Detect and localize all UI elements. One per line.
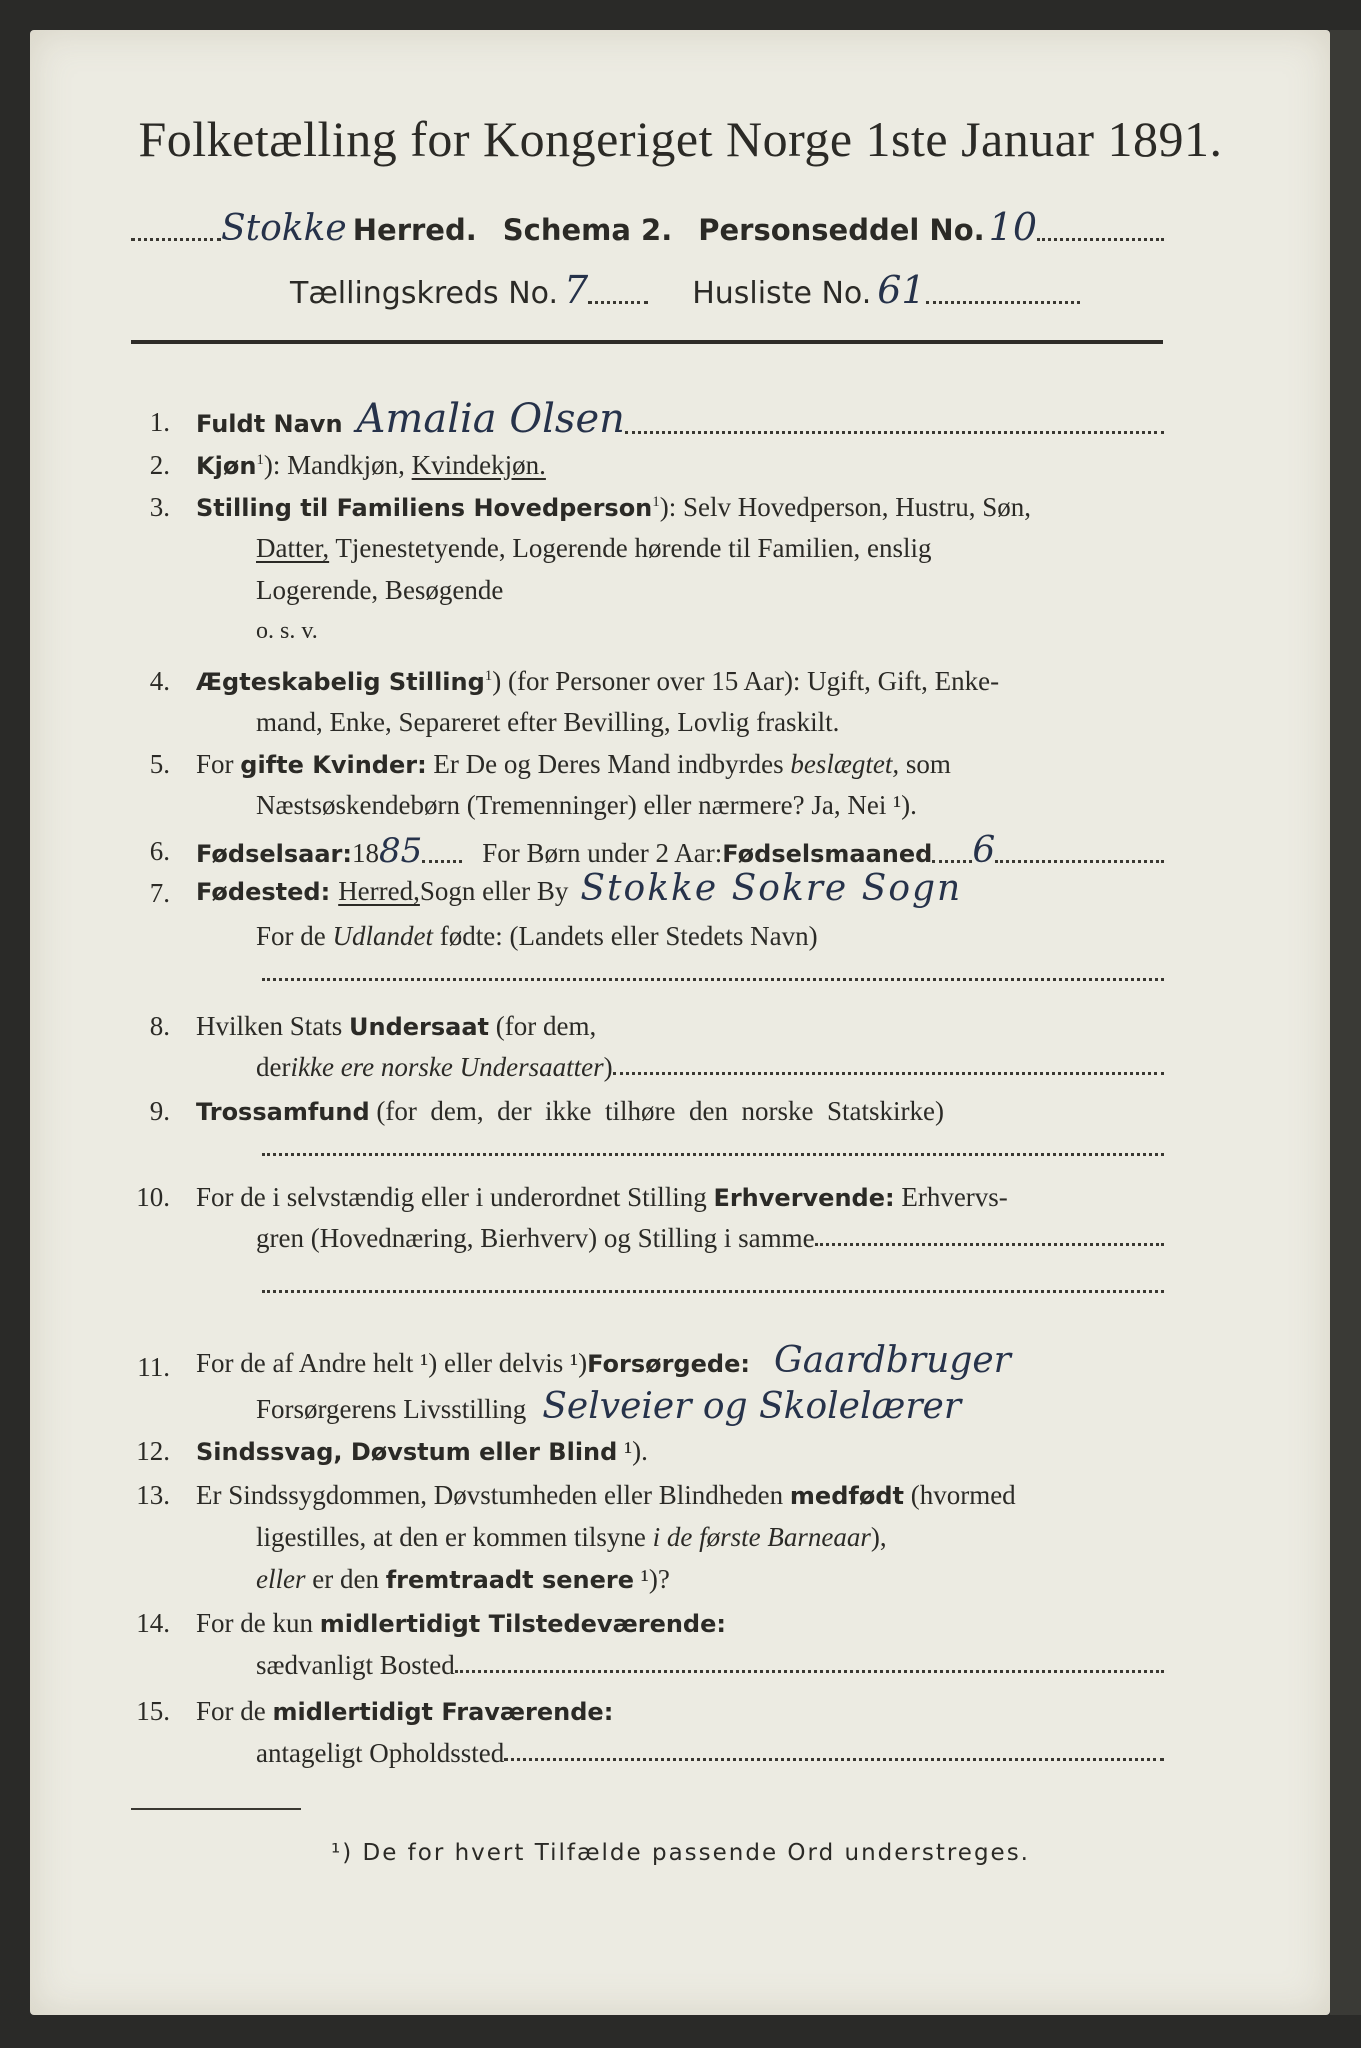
q10-line-2 <box>256 1223 1164 1254</box>
q2-label: Kjøn <box>196 452 257 480</box>
personseddel-value: 10 <box>988 205 1037 249</box>
q1-number: 1. <box>149 407 170 437</box>
q7-italic: Udlandet <box>332 921 433 951</box>
q7-line-2 <box>256 921 818 952</box>
q7-text-2a: For de <box>256 921 333 951</box>
q5-text-1a: For <box>196 749 241 779</box>
dotted-fill <box>588 301 648 304</box>
q13-line-2 <box>256 1522 887 1553</box>
husliste-label: Husliste No. <box>692 276 872 311</box>
q5-text-1c: som <box>899 749 951 779</box>
q7-row <box>196 868 1236 909</box>
q3-text-1: ): Selv Hovedperson, Hustru, Søn, <box>659 492 1032 522</box>
q11-text-1a: For de af Andre helt ¹) eller delvis ¹) <box>196 1348 588 1378</box>
q5-label: gifte Kvinder: <box>240 751 427 779</box>
q14-line-2 <box>256 1650 1164 1681</box>
schema-label: Schema 2. <box>502 213 673 247</box>
q13-number: 13. <box>136 1480 170 1510</box>
q6-value: 85 <box>379 831 423 871</box>
q8-line-2 <box>256 1052 1164 1083</box>
q8-italic: ikke ere norske Undersaatter <box>290 1052 604 1082</box>
q15-text-2: antageligt Opholdssted <box>256 1738 505 1768</box>
footnote: ¹) De for hvert Tilfælde passende Ord understreges. <box>330 1840 1030 1866</box>
q2-number: 2. <box>149 450 170 480</box>
q14-text-1a: For de kun <box>196 1608 320 1638</box>
q11-line-1 <box>196 1340 1236 1381</box>
q1-label: Fuldt Navn <box>196 410 343 438</box>
q6-prefix: 18 <box>352 838 379 868</box>
q12-number: 12. <box>136 1436 170 1466</box>
q6-value-2: 6 <box>972 830 996 871</box>
dotted-fill <box>455 1670 1164 1673</box>
q2-options: ): Mandkjøn, <box>263 450 412 480</box>
q6-label: Fødselsaar: <box>196 840 352 868</box>
q10-line-1 <box>196 1182 1008 1213</box>
q11-number: 11. <box>137 1352 170 1382</box>
kreds-label: Tællingskreds No. <box>290 276 558 311</box>
q6-row <box>196 830 1164 871</box>
q14-number: 14. <box>136 1608 170 1638</box>
header-line-1 <box>131 205 1164 249</box>
q3-line-4: o. s. v. <box>256 618 318 644</box>
q9-text: (for dem, der ikke tilhøre den norske Statskirke) <box>369 1096 944 1126</box>
husliste-value: 61 <box>877 268 926 312</box>
dotted-fill <box>131 238 221 241</box>
form-title: Folketælling for Kongeriget Norge 1ste Januar 1891. <box>138 111 1223 167</box>
q8-line-1 <box>196 1011 596 1042</box>
herred-label: Herred. <box>352 213 477 247</box>
q13-text-3b: ¹)? <box>634 1564 670 1594</box>
q6-text: For Børn under 2 Aar: <box>482 838 723 868</box>
q3-text-2: Tjenestetyende, Logerende hørende til Familien, enslig <box>329 533 932 563</box>
q8-text-1a: Hvilken Stats <box>196 1011 349 1041</box>
q7-value: Stokke Sokre Sogn <box>580 868 963 909</box>
q7-selected: Herred, <box>338 876 420 906</box>
q2-selected: Kvindekjøn. <box>411 450 546 480</box>
q11-value-2: Selveier og Skolelærer <box>542 1386 962 1427</box>
q12-label: Sindssvag, Døvstum eller Blind <box>196 1438 618 1466</box>
q1-value: Amalia Olsen <box>356 396 625 442</box>
q9-line-1 <box>196 1096 944 1127</box>
q4-label: Ægteskabelig Stilling <box>196 668 485 696</box>
q12-text: ¹). <box>617 1436 648 1466</box>
q7-label: Fødested: <box>196 878 331 906</box>
q11-value-1: Gaardbruger <box>773 1340 1011 1381</box>
kreds-value: 7 <box>564 268 589 312</box>
dotted-fill <box>815 1243 1164 1246</box>
q3-selected: Datter, <box>256 533 330 563</box>
q13-label-3: fremtraadt senere <box>385 1566 635 1594</box>
q7-text: Sogn eller By <box>419 876 569 906</box>
q15-line-1 <box>196 1696 613 1727</box>
q10-answer-line <box>262 1290 1164 1293</box>
q6-label-2: Fødselsmaaned <box>722 840 933 868</box>
dotted-fill <box>613 1072 1164 1075</box>
q12-line-1 <box>196 1436 648 1467</box>
q11-line-2 <box>256 1386 1236 1427</box>
dotted-fill <box>932 860 972 863</box>
q7-text-2b: fødte: (Landets eller Stedets Navn) <box>433 921 818 951</box>
q14-text-2: sædvanligt Bosted <box>256 1650 455 1680</box>
q3-line-1: Stilling til Familiens Hovedperson$^1$): Selv Hovedperson, Hustru, Søn, <box>196 492 1032 522</box>
q10-label: Erhvervende: <box>713 1184 895 1212</box>
q9-number: 9. <box>149 1096 170 1126</box>
q5-line-2: Næstsøskendebørn (Tremenninger) eller nærmere? Ja, Nei ¹). <box>256 790 917 820</box>
dotted-fill <box>1037 238 1164 241</box>
dotted-fill <box>422 860 462 863</box>
q3-number: 3. <box>149 492 170 522</box>
q8-text-2b: ) <box>603 1052 613 1082</box>
dotted-fill <box>926 301 1080 304</box>
footnote-rule <box>131 1808 301 1810</box>
q3-line-2 <box>256 533 931 564</box>
q13-text-2b: ), <box>870 1522 887 1552</box>
q5-number: 5. <box>149 749 170 779</box>
q14-label: midlertidigt Tilstedeværende: <box>319 1610 726 1638</box>
q8-number: 8. <box>149 1011 170 1041</box>
q15-line-2 <box>256 1738 1164 1769</box>
q15-label: midlertidigt Fraværende: <box>272 1698 614 1726</box>
q6-number: 6. <box>149 836 170 866</box>
q1-row <box>196 396 1164 442</box>
q10-text-2: gren (Hovednæring, Bierhverv) og Stilling i samme <box>256 1223 815 1253</box>
q8-label: Undersaat <box>349 1013 490 1041</box>
q11-label: Forsørgede: <box>587 1350 750 1378</box>
header-rule <box>131 340 1163 344</box>
dotted-fill <box>504 1758 1164 1761</box>
q10-text-1b: Erhvervs- <box>894 1182 1008 1212</box>
q2-text <box>196 450 546 481</box>
q13-italic-3: eller <box>256 1564 306 1594</box>
q13-italic-2: i de første Barneaar <box>652 1522 871 1552</box>
header-line-2 <box>290 268 1080 312</box>
q4-line-1: Ægteskabelig Stilling$^1$) (for Personer over 15 Aar): Ugift, Gift, Enke- <box>196 666 1000 696</box>
q11-text-2: Forsørgerens Livsstilling <box>256 1394 527 1424</box>
q8-text-2a: der <box>256 1052 291 1082</box>
q15-number: 15. <box>136 1696 170 1726</box>
q8-text-1b: (for dem, <box>489 1011 597 1041</box>
page-edge <box>1330 30 1361 2015</box>
q13-text-1b: (hvormed <box>903 1480 1016 1510</box>
q10-text-1a: For de i selvstændig eller i underordnet Stilling <box>196 1182 714 1212</box>
q7-answer-line <box>262 978 1164 981</box>
q4-number: 4. <box>149 666 170 696</box>
q7-number: 7. <box>149 878 170 908</box>
q9-label: Trossamfund <box>196 1098 370 1126</box>
q4-line-2: mand, Enke, Separeret efter Bevilling, Lovlig fraskilt. <box>256 707 840 737</box>
q3-line-3: Logerende, Besøgende <box>256 575 504 605</box>
q13-label: medfødt <box>789 1482 904 1510</box>
q2-sup: 1 <box>256 452 264 468</box>
personseddel-label: Personseddel No. <box>698 213 985 247</box>
q9-answer-line <box>262 1153 1164 1156</box>
q5-text-1b: Er De og Deres Mand indbyrdes <box>426 749 791 779</box>
q3-label: Stilling til Familiens Hovedperson <box>196 494 653 522</box>
q5-line-1 <box>196 749 951 780</box>
q13-text-2a: ligestilles, at den er kommen tilsyne <box>256 1522 653 1552</box>
q10-number: 10. <box>136 1182 170 1212</box>
q5-italic: beslægtet, <box>790 749 900 779</box>
q4-text-1: ) (for Personer over 15 Aar): Ugift, Gift, Enke- <box>492 666 1000 696</box>
dotted-fill <box>995 860 1164 863</box>
q14-line-1 <box>196 1608 726 1639</box>
dotted-fill <box>625 431 1164 434</box>
q13-text-3a: er den <box>305 1564 386 1594</box>
q13-text-1a: Er Sindssygdommen, Døvstumheden eller Blindheden <box>196 1480 790 1510</box>
q15-text-1a: For de <box>196 1696 273 1726</box>
q13-line-3 <box>256 1564 670 1595</box>
q13-line-1 <box>196 1480 1016 1511</box>
herred-value: Stokke <box>221 208 347 249</box>
